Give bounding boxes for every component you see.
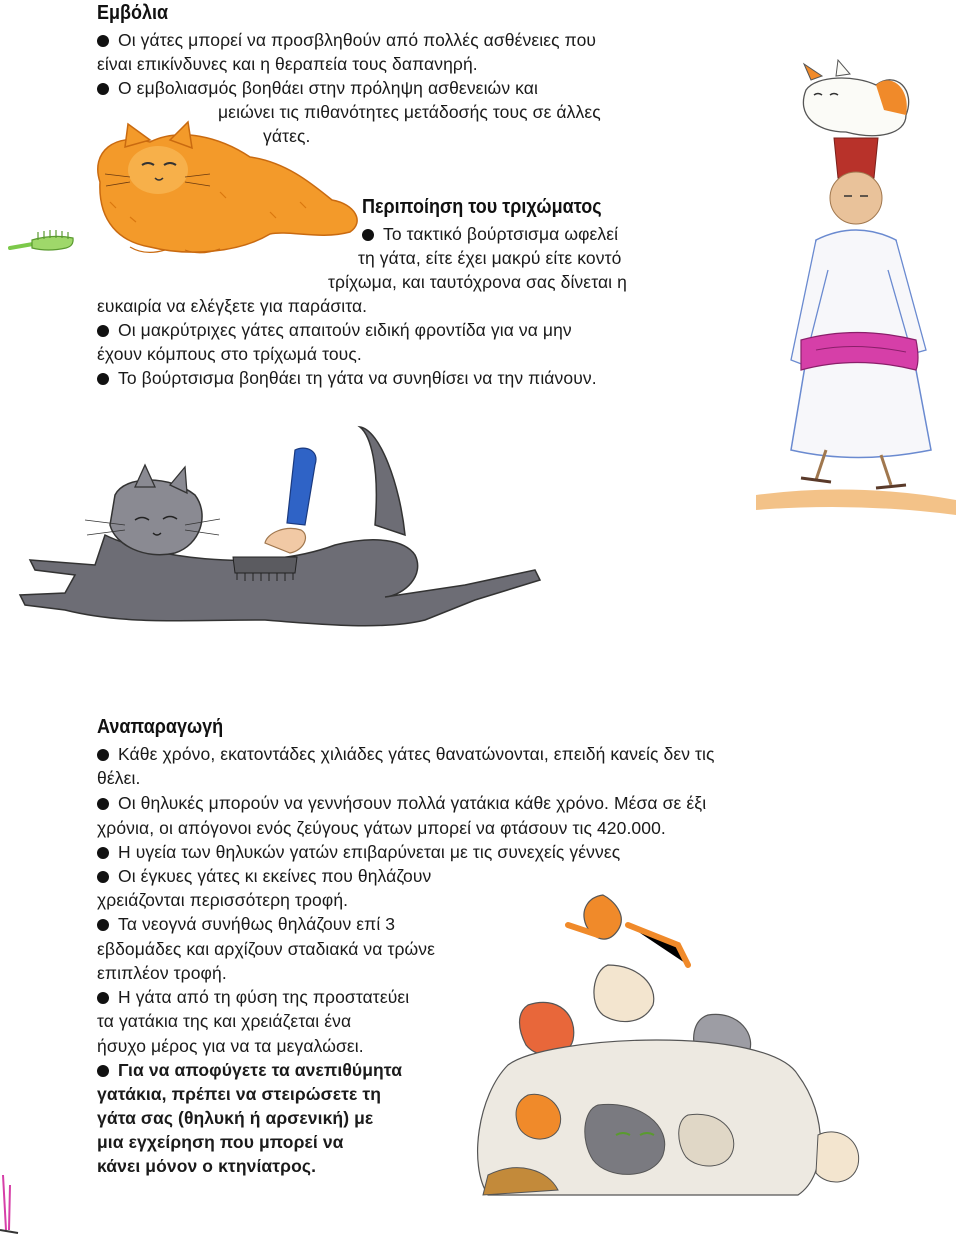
reproduction-bullet-2-line-2: χρόνια, οι απόγονοι ενός ζεύγους γάτων μπορεί να φτάσουν τις 420.000. — [97, 818, 666, 838]
bullet-icon — [97, 373, 109, 385]
orange-cat-illustration — [70, 122, 370, 262]
figure-fragment-illustration — [0, 1175, 20, 1235]
reproduction-bullet-4-line-2: χρειάζονται περισσότερη τροφή. — [97, 890, 349, 910]
bullet-icon — [97, 871, 109, 883]
bullet-icon — [97, 1065, 109, 1077]
bullet-icon — [362, 229, 374, 241]
reproduction-bullet-5-line-3: επιπλέον τροφή. — [97, 963, 227, 983]
bullet-icon — [97, 325, 109, 337]
vaccination-bullet-1-line-2: είναι επικίνδυνες και η θεραπεία τους δαπανηρή. — [97, 54, 478, 74]
grooming-bullet-2-line-2: έχουν κόμπους στο τρίχωμά τους. — [97, 344, 362, 364]
reproduction-bullet-7-line-3: γάτα σας (θηλυκή ή αρσενική) με — [97, 1108, 374, 1128]
bullet-icon — [97, 847, 109, 859]
grooming-bullet-1-line-4: ευκαιρία να ελέγξετε για παράσιτα. — [97, 296, 368, 316]
reproduction-bullet-5-line-1: Τα νεογνά συνήθως θηλάζουν επί 3 — [97, 912, 395, 936]
bullet-icon — [97, 83, 109, 95]
reproduction-bullet-5-line-2: εβδομάδες και αρχίζουν σταδιακά να τρώνε — [97, 939, 436, 959]
vaccination-bullet-1-line-1: Οι γάτες μπορεί να προσβληθούν από πολλές ασθένειες που — [97, 28, 596, 52]
reproduction-bullet-7-line-1: Για να αποφύγετε τα ανεπιθύμητα — [97, 1058, 402, 1082]
reproduction-bullet-1-line-1: Κάθε χρόνο, εκατοντάδες χιλιάδες γάτες θανατώνονται, επειδή κανείς δεν τις — [97, 742, 715, 766]
reproduction-bullet-6-line-1: Η γάτα από τη φύση της προστατεύει — [97, 985, 409, 1009]
bullet-icon — [97, 992, 109, 1004]
reproduction-heading: Αναπαραγωγή — [97, 716, 224, 738]
grooming-bullet-1-line-1: Το τακτικό βούρτσισμα ωφελεί — [362, 222, 618, 246]
reproduction-bullet-7-line-2: γατάκια, πρέπει να στειρώσετε τη — [97, 1084, 382, 1104]
reproduction-bullet-6-line-2: τα γατάκια της και χρειάζεται ένα — [97, 1011, 352, 1031]
bullet-icon — [97, 35, 109, 47]
grooming-bullet-1-line-2: τη γάτα, είτε έχει μακρύ είτε κοντό — [358, 248, 622, 268]
grooming-bullet-3-line-1: Το βούρτσισμα βοηθάει τη γάτα να συνηθίσει να την πιάνουν. — [97, 366, 597, 390]
reproduction-bullet-2-line-1: Οι θηλυκές μπορούν να γεννήσουν πολλά γατάκια κάθε χρόνο. Μέσα σε έξι — [97, 791, 706, 815]
vaccination-heading: Εμβόλια — [97, 2, 169, 24]
reproduction-bullet-7-line-5: κάνει μόνον ο κτηνίατρος. — [97, 1156, 317, 1176]
grooming-heading: Περιποίηση του τριχώματος — [362, 196, 602, 218]
reproduction-bullet-1-line-2: θέλει. — [97, 768, 141, 788]
vaccination-bullet-2-line-3: γάτες. — [263, 126, 311, 146]
vaccination-bullet-2-line-1: Ο εμβολιασμός βοηθάει στην πρόληψη ασθενειών και — [97, 76, 538, 100]
grooming-bullet-2-line-1: Οι μακρύτριχες γάτες απαιτούν ειδική φροντίδα για να μην — [97, 318, 572, 342]
reproduction-bullet-3-line-1: Η υγεία των θηλυκών γατών επιβαρύνεται με τις συνεχείς γέννες — [97, 840, 620, 864]
bullet-icon — [97, 919, 109, 931]
cat-pile-illustration — [468, 895, 868, 1205]
grey-cat-brushing-illustration — [5, 425, 565, 655]
reproduction-bullet-4-line-1: Οι έγκυες γάτες κι εκείνες που θηλάζουν — [97, 864, 431, 888]
man-with-cat-illustration — [756, 70, 956, 530]
grooming-bullet-1-line-3: τρίχωμα, και ταυτόχρονα σας δίνεται η — [328, 272, 627, 292]
vaccination-bullet-2-line-2: μειώνει τις πιθανότητες μετάδοσής τους σε άλλες — [218, 102, 601, 122]
reproduction-bullet-6-line-3: ήσυχο μέρος για να τα μεγαλώσει. — [97, 1036, 364, 1056]
bullet-icon — [97, 749, 109, 761]
brush-icon — [8, 228, 78, 258]
reproduction-bullet-7-line-4: μια εγχείρηση που μπορεί να — [97, 1132, 344, 1152]
bullet-icon — [97, 798, 109, 810]
